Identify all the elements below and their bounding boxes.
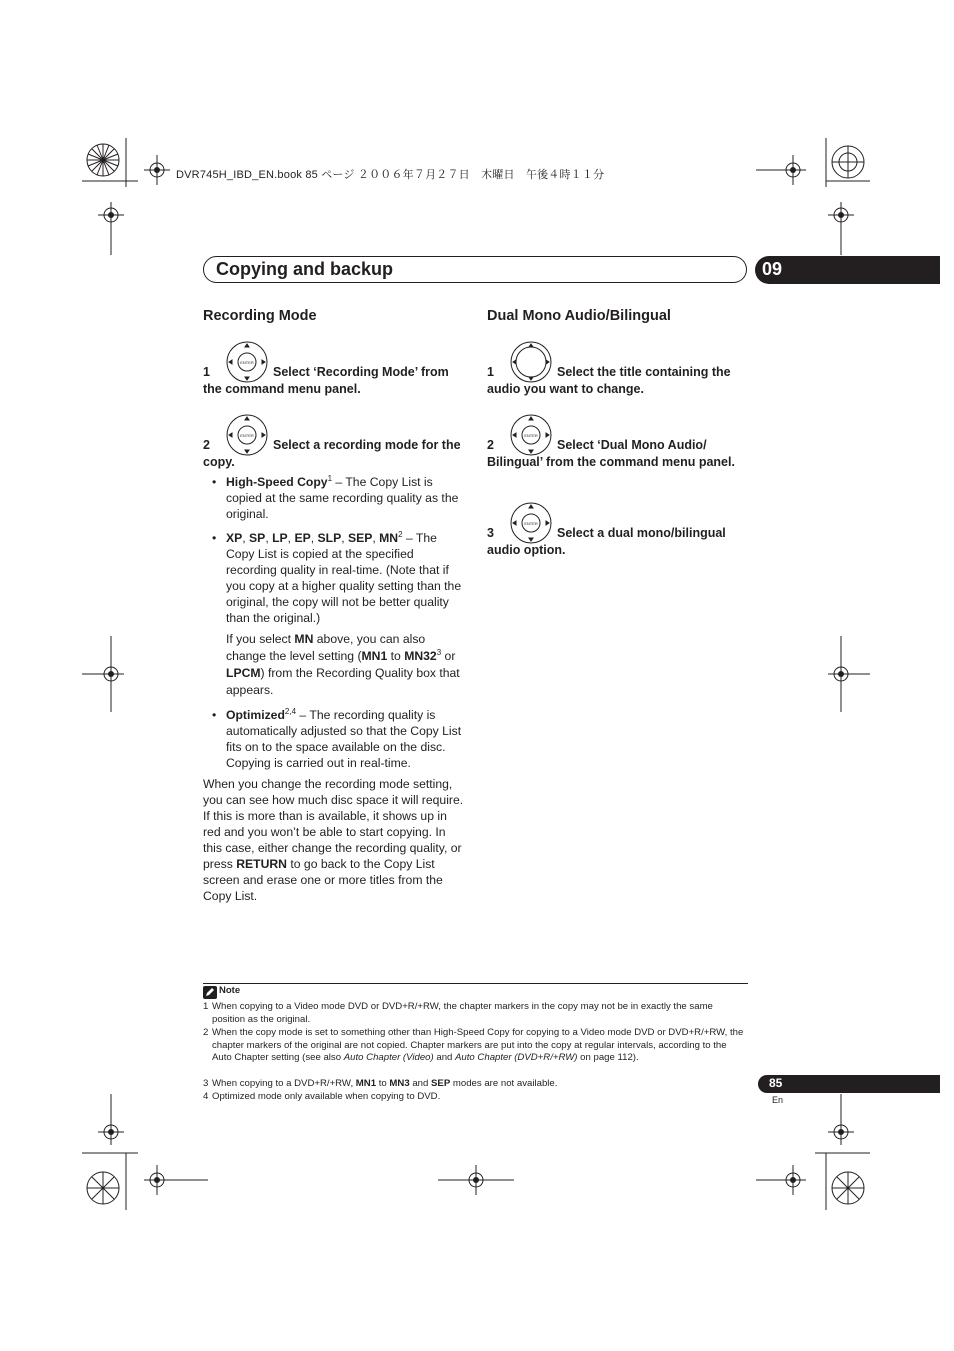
bullet-high-speed-copy	[212, 474, 464, 522]
footnote-ref: 2	[398, 530, 403, 539]
dual-mono-step-1	[487, 364, 749, 398]
print-info-line: DVR745H_IBD_EN.book 85 ページ ２００６年７月２７日 木曜日 午後４時１１分	[176, 169, 605, 181]
enter-button-label: ENTER	[240, 433, 254, 438]
mode-description: – The recording quality is automatically adjusted so that the Copy List fits on to the space available on the disc. Copying is carried out in real-time.	[226, 708, 462, 770]
mode-slp: SLP	[317, 531, 342, 545]
step-text: Select the title containing the audio you want to change.	[487, 365, 731, 396]
footnote-ref: 3	[436, 648, 442, 657]
step-number: 3	[487, 526, 494, 540]
enter-button-label: ENTER	[240, 360, 254, 365]
bullet-quality-modes: • XP, SP, LP, EP, SLP, SEP, $MN^2$ – The Copy List is copied at the specified recording quality in real-time. (Note that if you copy at a higher quality setting than the original, the copy will not be better quality than the original.)	[212, 530, 462, 625]
footnote-2: 2 When the copy mode is set to something other than High-Speed Copy for copying to a Video mode DVD or DVD+R/+RW, the chapter markers of the original are not copied. Chapter markers are put into the copy at regular intervals, according to the Auto Chapter setting (see also Auto Chapter (Video) and Auto Chapter (DVD+R/+RW) on page 112).	[203, 1027, 744, 1063]
step-text: Select ‘Recording Mode’ from the command menu panel.	[203, 365, 449, 396]
mode-description: – The Copy List is copied at the same recording quality as the original.	[226, 475, 459, 521]
step-number: 1	[487, 365, 494, 379]
footnote-ref: 2,4	[284, 707, 297, 716]
mn-level-note: If you select MN above, you can also change the level setting (MN1 to $MN32^3$ or LPCM) from the Recording Quality box that appears.	[226, 632, 460, 697]
step-number: 2	[487, 438, 494, 452]
step-text: Select ‘Dual Mono Audio/ Bilingual’ from the command menu panel.	[487, 438, 735, 469]
dual-mono-step-3	[487, 525, 749, 559]
step-number: 1	[203, 365, 210, 379]
step-text: Select a dual mono/bilingual audio option.	[487, 526, 726, 557]
mode-name: Optimized	[226, 708, 285, 722]
mode-mn: MN	[379, 531, 399, 545]
mode-sep: SEP	[347, 531, 373, 545]
bullet-dot: •	[212, 708, 217, 722]
return-key: RETURN	[236, 857, 287, 871]
mode-xp: XP	[226, 531, 243, 545]
page-language: En	[772, 1095, 784, 1105]
step-number: 2	[203, 438, 210, 452]
note-label: Note	[219, 985, 241, 996]
note-pencil-icon	[203, 986, 217, 999]
enter-button-label: ENTER	[524, 433, 538, 438]
footnote-4: 4 Optimized mode only available when copying to DVD.	[203, 1091, 441, 1102]
chapter-number-tab: 09	[755, 256, 940, 284]
page-number-tab: 85	[758, 1075, 940, 1093]
footnote-ref: 1	[327, 474, 333, 483]
dual-mono-step-2	[487, 437, 749, 471]
mode-sp: SP	[249, 531, 266, 545]
enter-button-label: ENTER	[524, 521, 538, 526]
footnote-1: 1 When copying to a Video mode DVD or DVD+R/+RW, the chapter markers in the copy may not be in exactly the same position as the original.	[203, 1001, 713, 1025]
bullet-optimized	[212, 707, 464, 771]
section-title: Copying and backup	[216, 259, 394, 279]
footnote-3: 3 When copying to a DVD+R/+RW, MN1 to MN3 and SEP modes are not available.	[203, 1078, 558, 1089]
bullet-dot: •	[212, 475, 217, 489]
recording-step-2	[203, 437, 463, 471]
step-text: Select a recording mode for the copy.	[203, 438, 461, 469]
bullet-dot: •	[212, 531, 217, 545]
mode-name: High-Speed Copy	[226, 475, 328, 489]
mode-description: – The Copy List is copied at the specified recording quality in real-time. (Note that if you copy at a higher quality setting than the original, the copy will not be better quality than the original.)	[226, 531, 462, 625]
recording-mode-paragraph: When you change the recording mode setting, you can see how much disc space it will require. If this is more than is available, it shows up in red and you won’t be able to start copying. In this case, either change the recording quality, or press RETURN to go back to the Copy List screen and erase one or more titles from the Copy List.	[203, 777, 464, 903]
recording-mode-heading: Recording Mode	[203, 308, 317, 324]
note-divider	[203, 983, 748, 984]
dual-mono-heading: Dual Mono Audio/Bilingual	[487, 308, 671, 324]
recording-step-1	[203, 364, 463, 398]
mode-ep: EP	[294, 531, 311, 545]
mode-lp: LP	[272, 531, 288, 545]
